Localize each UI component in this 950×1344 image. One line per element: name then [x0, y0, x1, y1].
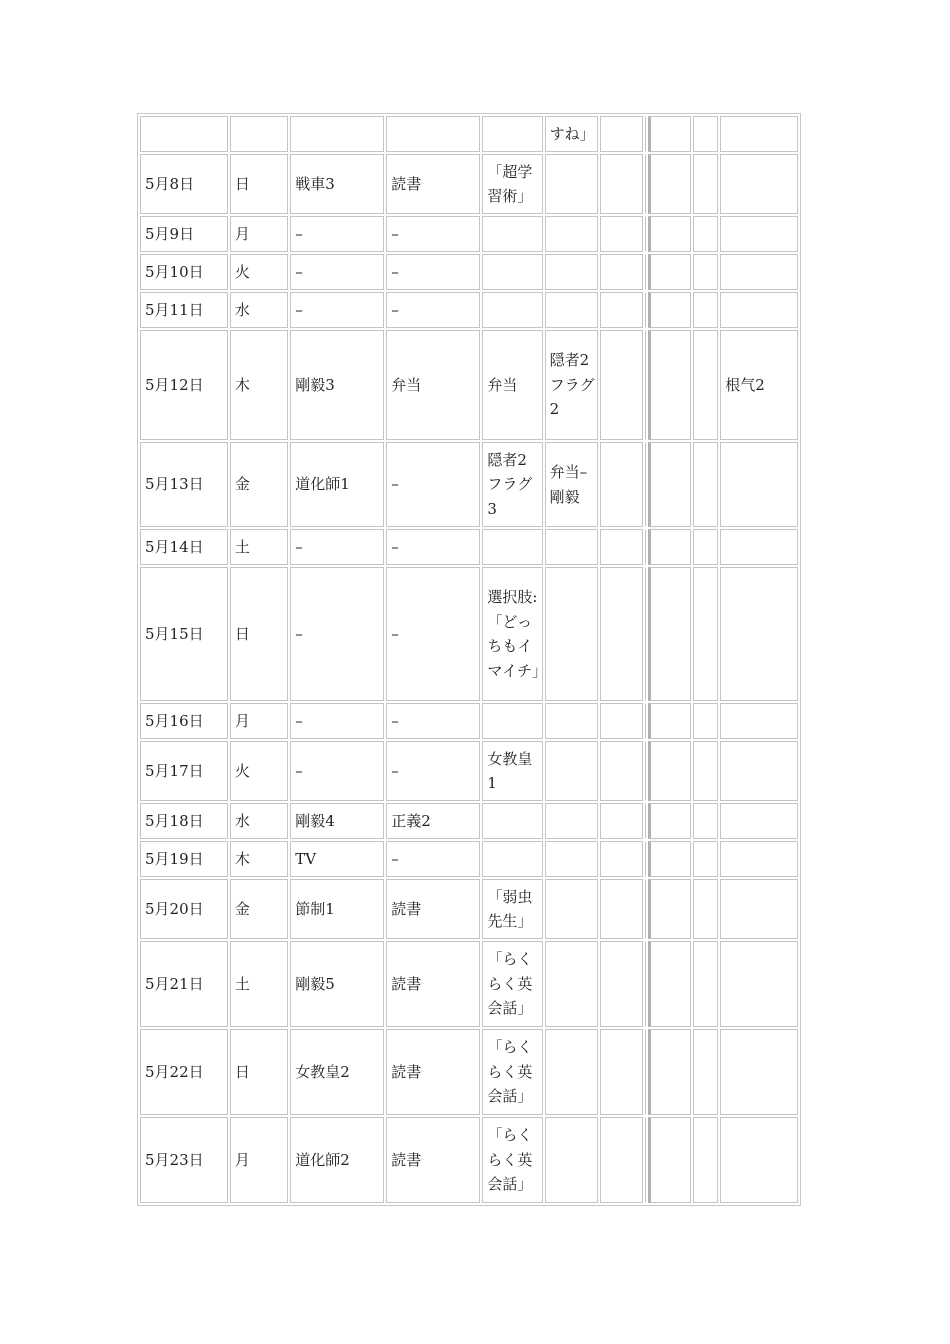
date-cell: 5月23日	[140, 1117, 228, 1203]
weekday-cell: 火	[230, 254, 288, 290]
separator-cell	[645, 567, 646, 701]
col10-cell	[693, 741, 719, 801]
separator-cell	[645, 442, 646, 527]
activity-cell: 剛毅5	[290, 941, 384, 1027]
stat-cell	[720, 116, 798, 152]
date-cell: 5月9日	[140, 216, 228, 252]
stat-cell	[720, 254, 798, 290]
note-cell: 「超学習術」	[482, 154, 542, 214]
schedule-body	[140, 116, 798, 1203]
col7-cell	[600, 941, 643, 1027]
col9-cell	[648, 330, 691, 440]
table-row	[140, 941, 798, 1027]
col7-cell	[600, 330, 643, 440]
table-row	[140, 154, 798, 214]
stat-cell	[720, 741, 798, 801]
stat-cell	[720, 442, 798, 527]
weekday-cell: 月	[230, 703, 288, 739]
extra-note-cell: 隠者2 フラグ2	[545, 330, 598, 440]
date-cell: 5月17日	[140, 741, 228, 801]
col10-cell	[693, 703, 719, 739]
extra-note-cell	[545, 154, 598, 214]
date-cell: 5月13日	[140, 442, 228, 527]
activity-cell: 剛毅3	[290, 330, 384, 440]
weekday-cell: 火	[230, 741, 288, 801]
col7-cell	[600, 254, 643, 290]
col9-cell	[648, 154, 691, 214]
evening-cell: 読書	[386, 941, 480, 1027]
weekday-cell: 土	[230, 529, 288, 565]
activity-cell: 女教皇2	[290, 1029, 384, 1115]
col7-cell	[600, 803, 643, 839]
evening-cell	[386, 116, 480, 152]
activity-cell: –	[290, 529, 384, 565]
note-cell	[482, 529, 542, 565]
stat-cell	[720, 703, 798, 739]
col9-cell	[648, 941, 691, 1027]
table-row	[140, 741, 798, 801]
stat-cell	[720, 154, 798, 214]
col7-cell	[600, 841, 643, 877]
stat-cell	[720, 879, 798, 939]
date-cell: 5月22日	[140, 1029, 228, 1115]
table-row	[140, 116, 798, 152]
col9-cell	[648, 841, 691, 877]
col10-cell	[693, 529, 719, 565]
date-cell: 5月16日	[140, 703, 228, 739]
table-row	[140, 841, 798, 877]
activity-cell: 道化師1	[290, 442, 384, 527]
date-cell: 5月21日	[140, 941, 228, 1027]
date-cell: 5月19日	[140, 841, 228, 877]
activity-cell: –	[290, 703, 384, 739]
table-row	[140, 567, 798, 701]
note-cell	[482, 841, 542, 877]
schedule-table	[137, 113, 801, 1206]
weekday-cell: 日	[230, 154, 288, 214]
note-cell	[482, 703, 542, 739]
col7-cell	[600, 1117, 643, 1203]
col7-cell	[600, 567, 643, 701]
stat-cell	[720, 529, 798, 565]
activity-cell: 戦車3	[290, 154, 384, 214]
evening-cell: –	[386, 567, 480, 701]
col7-cell	[600, 116, 643, 152]
activity-cell: –	[290, 741, 384, 801]
evening-cell: –	[386, 741, 480, 801]
separator-cell	[645, 879, 646, 939]
weekday-cell: 水	[230, 803, 288, 839]
note-cell	[482, 254, 542, 290]
extra-note-cell	[545, 741, 598, 801]
separator-cell	[645, 529, 646, 565]
col10-cell	[693, 254, 719, 290]
evening-cell: 読書	[386, 1029, 480, 1115]
col10-cell	[693, 1029, 719, 1115]
date-cell: 5月20日	[140, 879, 228, 939]
activity-cell	[290, 116, 384, 152]
col10-cell	[693, 330, 719, 440]
activity-cell: –	[290, 254, 384, 290]
col7-cell	[600, 879, 643, 939]
evening-cell: 弁当	[386, 330, 480, 440]
note-cell: 弁当	[482, 330, 542, 440]
extra-note-cell	[545, 529, 598, 565]
date-cell: 5月14日	[140, 529, 228, 565]
weekday-cell: 土	[230, 941, 288, 1027]
date-cell: 5月12日	[140, 330, 228, 440]
col10-cell	[693, 442, 719, 527]
extra-note-cell: 弁当–剛毅	[545, 442, 598, 527]
extra-note-cell	[545, 216, 598, 252]
table-row	[140, 1029, 798, 1115]
note-cell: 「らくらく英会話」	[482, 1029, 542, 1115]
separator-cell	[645, 116, 646, 152]
extra-note-cell	[545, 703, 598, 739]
date-cell	[140, 116, 228, 152]
col9-cell	[648, 1117, 691, 1203]
col10-cell	[693, 803, 719, 839]
activity-cell: –	[290, 216, 384, 252]
col9-cell	[648, 216, 691, 252]
table-row	[140, 330, 798, 440]
separator-cell	[645, 803, 646, 839]
stat-cell	[720, 292, 798, 328]
separator-cell	[645, 703, 646, 739]
evening-cell: –	[386, 254, 480, 290]
separator-cell	[645, 292, 646, 328]
stat-cell	[720, 567, 798, 701]
col9-cell	[648, 879, 691, 939]
col7-cell	[600, 1029, 643, 1115]
weekday-cell: 木	[230, 841, 288, 877]
note-cell: 隠者2 フラグ3	[482, 442, 542, 527]
col10-cell	[693, 1117, 719, 1203]
table-row	[140, 292, 798, 328]
evening-cell: –	[386, 703, 480, 739]
col9-cell	[648, 442, 691, 527]
col7-cell	[600, 154, 643, 214]
separator-cell	[645, 1029, 646, 1115]
col10-cell	[693, 879, 719, 939]
table-row	[140, 216, 798, 252]
note-cell	[482, 116, 542, 152]
extra-note-cell	[545, 803, 598, 839]
note-cell	[482, 216, 542, 252]
col7-cell	[600, 529, 643, 565]
activity-cell: –	[290, 292, 384, 328]
table-row	[140, 529, 798, 565]
col7-cell	[600, 703, 643, 739]
col7-cell	[600, 292, 643, 328]
col9-cell	[648, 116, 691, 152]
evening-cell: 読書	[386, 879, 480, 939]
weekday-cell: 月	[230, 1117, 288, 1203]
note-cell: 「らくらく英会話」	[482, 1117, 542, 1203]
evening-cell: –	[386, 292, 480, 328]
extra-note-cell	[545, 941, 598, 1027]
extra-note-cell	[545, 841, 598, 877]
col7-cell	[600, 442, 643, 527]
col10-cell	[693, 941, 719, 1027]
separator-cell	[645, 216, 646, 252]
col10-cell	[693, 154, 719, 214]
extra-note-cell	[545, 1117, 598, 1203]
weekday-cell: 木	[230, 330, 288, 440]
col10-cell	[693, 116, 719, 152]
activity-cell: 節制1	[290, 879, 384, 939]
col10-cell	[693, 567, 719, 701]
activity-cell: 道化師2	[290, 1117, 384, 1203]
evening-cell: –	[386, 216, 480, 252]
col7-cell	[600, 741, 643, 801]
col9-cell	[648, 529, 691, 565]
separator-cell	[645, 1117, 646, 1203]
table-row	[140, 442, 798, 527]
evening-cell: –	[386, 841, 480, 877]
stat-cell	[720, 803, 798, 839]
table-row	[140, 879, 798, 939]
stat-cell	[720, 841, 798, 877]
evening-cell: 読書	[386, 154, 480, 214]
evening-cell: –	[386, 529, 480, 565]
separator-cell	[645, 841, 646, 877]
col9-cell	[648, 741, 691, 801]
separator-cell	[645, 330, 646, 440]
weekday-cell	[230, 116, 288, 152]
col9-cell	[648, 803, 691, 839]
separator-cell	[645, 741, 646, 801]
extra-note-cell	[545, 254, 598, 290]
table-row	[140, 1117, 798, 1203]
separator-cell	[645, 154, 646, 214]
extra-note-cell	[545, 292, 598, 328]
extra-note-cell	[545, 1029, 598, 1115]
date-cell: 5月10日	[140, 254, 228, 290]
note-cell	[482, 803, 542, 839]
weekday-cell: 日	[230, 1029, 288, 1115]
separator-cell	[645, 941, 646, 1027]
extra-note-cell: すね」	[545, 116, 598, 152]
table-row	[140, 803, 798, 839]
date-cell: 5月15日	[140, 567, 228, 701]
activity-cell: –	[290, 567, 384, 701]
stat-cell	[720, 1029, 798, 1115]
col10-cell	[693, 216, 719, 252]
separator-cell	[645, 254, 646, 290]
extra-note-cell	[545, 879, 598, 939]
col10-cell	[693, 841, 719, 877]
weekday-cell: 金	[230, 879, 288, 939]
date-cell: 5月18日	[140, 803, 228, 839]
stat-cell	[720, 1117, 798, 1203]
evening-cell: 正義2	[386, 803, 480, 839]
weekday-cell: 金	[230, 442, 288, 527]
table-row	[140, 703, 798, 739]
stat-cell: 根气2	[720, 330, 798, 440]
note-cell: 選択肢:「どっちもイマイチ」	[482, 567, 542, 701]
evening-cell: 読書	[386, 1117, 480, 1203]
note-cell: 女教皇1	[482, 741, 542, 801]
col9-cell	[648, 703, 691, 739]
note-cell: 「弱虫先生」	[482, 879, 542, 939]
weekday-cell: 月	[230, 216, 288, 252]
table-row	[140, 254, 798, 290]
col10-cell	[693, 292, 719, 328]
stat-cell	[720, 216, 798, 252]
note-cell: 「らくらく英会話」	[482, 941, 542, 1027]
weekday-cell: 日	[230, 567, 288, 701]
note-cell	[482, 292, 542, 328]
activity-cell: 剛毅4	[290, 803, 384, 839]
col7-cell	[600, 216, 643, 252]
date-cell: 5月11日	[140, 292, 228, 328]
date-cell: 5月8日	[140, 154, 228, 214]
col9-cell	[648, 292, 691, 328]
extra-note-cell	[545, 567, 598, 701]
weekday-cell: 水	[230, 292, 288, 328]
evening-cell: –	[386, 442, 480, 527]
col9-cell	[648, 567, 691, 701]
stat-cell	[720, 941, 798, 1027]
col9-cell	[648, 1029, 691, 1115]
col9-cell	[648, 254, 691, 290]
activity-cell: TV	[290, 841, 384, 877]
